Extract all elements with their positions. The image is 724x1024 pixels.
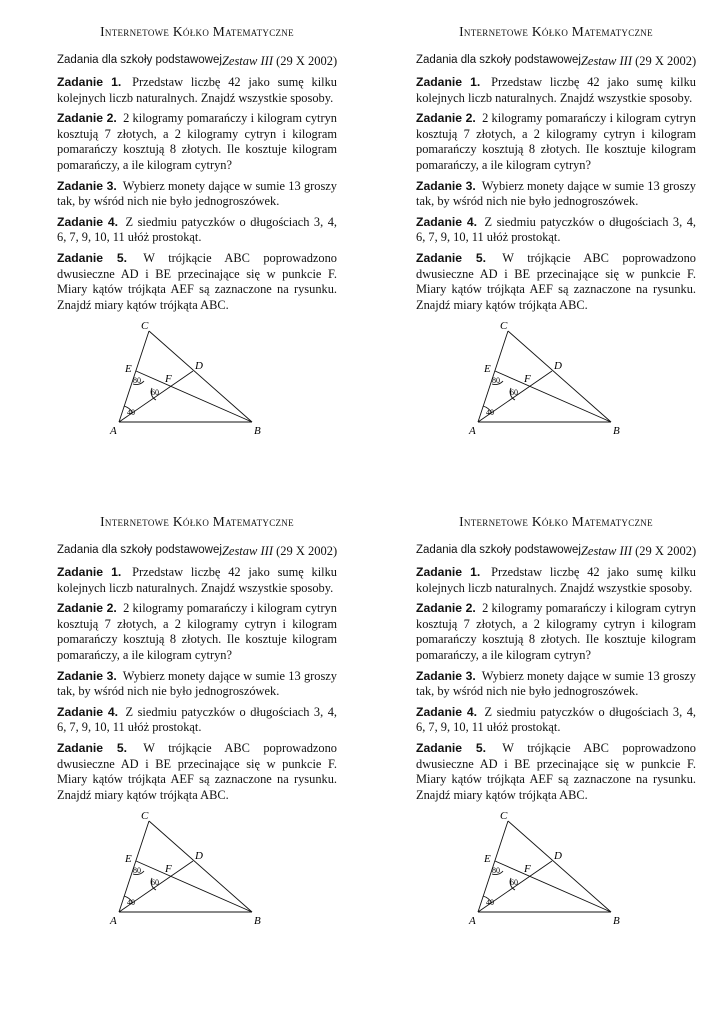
set-date: (29 X 2002) bbox=[276, 544, 338, 558]
worksheet-bottom-left bbox=[57, 514, 337, 927]
problem-1 bbox=[57, 75, 337, 106]
problem-1 bbox=[57, 565, 337, 596]
problem-4 bbox=[57, 705, 337, 736]
angle-aef-value: 80 bbox=[133, 376, 141, 386]
problem-title: Zadanie 4. bbox=[416, 214, 478, 229]
problem-2 bbox=[416, 601, 696, 663]
card-title: Internetowe Kółko Matematyczne bbox=[459, 514, 653, 529]
problem-text: Przedstaw liczbę 42 jako sumę kilku kolejnych liczb naturalnych. Znajdź wszystkie sposoby. bbox=[57, 75, 337, 105]
problem-3 bbox=[57, 669, 337, 700]
card-subheader bbox=[57, 544, 337, 559]
triangle-figure bbox=[97, 809, 297, 927]
angle-aef-value: 80 bbox=[492, 376, 500, 386]
point-a-label: A bbox=[469, 915, 476, 928]
problem-title: Zadanie 2. bbox=[57, 601, 117, 616]
worksheet-top-right bbox=[416, 24, 696, 437]
problem-text: Przedstaw liczbę 42 jako sumę kilku kolejnych liczb naturalnych. Znajdź wszystkie sposoby. bbox=[416, 75, 696, 105]
problem-title: Zadanie 3. bbox=[57, 178, 117, 193]
point-c-label: C bbox=[500, 810, 508, 823]
card-title: Internetowe Kółko Matematyczne bbox=[100, 24, 294, 39]
point-b-label: B bbox=[613, 915, 620, 928]
set-label: Zestaw III bbox=[221, 54, 273, 68]
point-a-label: A bbox=[469, 425, 476, 438]
triangle-figure bbox=[456, 809, 656, 927]
problem-text: Z siedmiu patyczków o długościach 3, 4, 6, 7, 9, 10, 11 ułóż prostokąt. bbox=[57, 214, 337, 245]
point-e-label: E bbox=[484, 853, 491, 866]
set-info bbox=[222, 54, 337, 69]
point-b-label: B bbox=[613, 425, 620, 438]
card-subheader bbox=[416, 544, 696, 559]
problem-title: Zadanie 5. bbox=[57, 740, 127, 755]
triangle-figure bbox=[97, 319, 297, 437]
angle-afe-value: 60 bbox=[151, 388, 159, 398]
problem-text: W trójkącie ABC poprowadzono dwusieczne AD i BE przecinające się w punkcie F. Miary kątów trójkąta AEF są zaznaczone na rysunku. Znajdź miary kątów trójkąta ABC. bbox=[57, 250, 337, 312]
problem-title: Zadanie 3. bbox=[57, 668, 117, 683]
problem-title: Zadanie 5. bbox=[416, 250, 486, 265]
problem-title: Zadanie 2. bbox=[416, 111, 476, 126]
set-info bbox=[581, 54, 696, 69]
problem-4 bbox=[416, 705, 696, 736]
problem-text: W trójkącie ABC poprowadzono dwusieczne AD i BE przecinające się w punkcie F. Miary kątów trójkąta AEF są zaznaczone na rysunku. Znajdź miary kątów trójkąta ABC. bbox=[57, 740, 337, 802]
problem-title: Zadanie 2. bbox=[416, 601, 476, 616]
problem-title: Zadanie 1. bbox=[416, 565, 481, 579]
problem-5 bbox=[57, 251, 337, 313]
problem-text: 2 kilogramy pomarańczy i kilogram cytryn kosztują 7 złotych, a 2 kilogramy cytryn i kilogram pomarańczy kosztują 8 złotych. Ile kosztuje kilogram pomarańczy, a ile kilogram cytryn? bbox=[416, 601, 696, 662]
angle-eaf-value: 40 bbox=[486, 898, 494, 908]
card-subheader bbox=[416, 54, 696, 69]
problem-text: Wybierz monety dające w sumie 13 groszy tak, by wśród nich nie było jednogroszówek. bbox=[57, 178, 337, 209]
card-subheader bbox=[57, 54, 337, 69]
point-a-label: A bbox=[110, 915, 117, 928]
problem-text: Przedstaw liczbę 42 jako sumę kilku kolejnych liczb naturalnych. Znajdź wszystkie sposoby. bbox=[57, 565, 337, 595]
set-label: Zestaw III bbox=[580, 54, 632, 68]
problem-3 bbox=[416, 669, 696, 700]
school-level: Zadania dla szkoły podstawowej bbox=[416, 544, 581, 556]
triangle-figure bbox=[456, 319, 656, 437]
problem-title: Zadanie 3. bbox=[416, 178, 476, 193]
point-f-label: F bbox=[524, 373, 531, 386]
point-d-label: D bbox=[195, 850, 203, 863]
problem-title: Zadanie 1. bbox=[57, 75, 122, 89]
worksheet-bottom-right bbox=[416, 514, 696, 927]
point-e-label: E bbox=[484, 363, 491, 376]
point-f-label: F bbox=[524, 863, 531, 876]
problem-text: 2 kilogramy pomarańczy i kilogram cytryn kosztują 7 złotych, a 2 kilogramy cytryn i kilogram pomarańczy kosztują 8 złotych. Ile kosztuje kilogram pomarańczy, a ile kilogram cytryn? bbox=[57, 601, 337, 662]
point-e-label: E bbox=[125, 853, 132, 866]
point-d-label: D bbox=[554, 360, 562, 373]
problem-text: W trójkącie ABC poprowadzono dwusieczne AD i BE przecinające się w punkcie F. Miary kątów trójkąta AEF są zaznaczone na rysunku. Znajdź miary kątów trójkąta ABC. bbox=[416, 740, 696, 802]
set-info bbox=[581, 544, 696, 559]
angle-eaf-value: 40 bbox=[127, 898, 135, 908]
problem-title: Zadanie 4. bbox=[57, 214, 119, 229]
angle-afe-value: 60 bbox=[151, 878, 159, 888]
card-title: Internetowe Kółko Matematyczne bbox=[459, 24, 653, 39]
problem-text: W trójkącie ABC poprowadzono dwusieczne AD i BE przecinające się w punkcie F. Miary kątów trójkąta AEF są zaznaczone na rysunku. Znajdź miary kątów trójkąta ABC. bbox=[416, 250, 696, 312]
set-info bbox=[222, 544, 337, 559]
point-f-label: F bbox=[165, 863, 172, 876]
angle-aef-value: 80 bbox=[492, 866, 500, 876]
problem-5 bbox=[57, 741, 337, 803]
problem-text: Wybierz monety dające w sumie 13 groszy tak, by wśród nich nie było jednogroszówek. bbox=[416, 668, 696, 699]
problem-4 bbox=[416, 215, 696, 246]
set-date: (29 X 2002) bbox=[635, 54, 697, 68]
school-level: Zadania dla szkoły podstawowej bbox=[416, 54, 581, 66]
problem-title: Zadanie 5. bbox=[57, 250, 127, 265]
problem-2 bbox=[416, 111, 696, 173]
problem-2 bbox=[57, 601, 337, 663]
problem-3 bbox=[57, 179, 337, 210]
angle-afe-value: 60 bbox=[510, 388, 518, 398]
point-b-label: B bbox=[254, 425, 261, 438]
problem-title: Zadanie 4. bbox=[416, 704, 478, 719]
problem-2 bbox=[57, 111, 337, 173]
problem-text: Z siedmiu patyczków o długościach 3, 4, 6, 7, 9, 10, 11 ułóż prostokąt. bbox=[416, 704, 696, 735]
problem-1 bbox=[416, 565, 696, 596]
problem-text: 2 kilogramy pomarańczy i kilogram cytryn kosztują 7 złotych, a 2 kilogramy cytryn i kilogram pomarańczy kosztują 8 złotych. Ile kosztuje kilogram pomarańczy, a ile kilogram cytryn? bbox=[416, 111, 696, 172]
problem-title: Zadanie 1. bbox=[416, 75, 481, 89]
angle-eaf-value: 40 bbox=[486, 408, 494, 418]
point-b-label: B bbox=[254, 915, 261, 928]
problem-title: Zadanie 1. bbox=[57, 565, 122, 579]
point-f-label: F bbox=[165, 373, 172, 386]
worksheet-top-left bbox=[57, 24, 337, 437]
problem-3 bbox=[416, 179, 696, 210]
problem-title: Zadanie 2. bbox=[57, 111, 117, 126]
set-date: (29 X 2002) bbox=[276, 54, 338, 68]
angle-eaf-value: 40 bbox=[127, 408, 135, 418]
point-a-label: A bbox=[110, 425, 117, 438]
school-level: Zadania dla szkoły podstawowej bbox=[57, 544, 222, 556]
point-c-label: C bbox=[141, 810, 149, 823]
point-d-label: D bbox=[195, 360, 203, 373]
point-d-label: D bbox=[554, 850, 562, 863]
card-title: Internetowe Kółko Matematyczne bbox=[100, 514, 294, 529]
problem-4 bbox=[57, 215, 337, 246]
problem-5 bbox=[416, 741, 696, 803]
problem-1 bbox=[416, 75, 696, 106]
point-c-label: C bbox=[500, 320, 508, 333]
set-label: Zestaw III bbox=[221, 544, 273, 558]
problem-title: Zadanie 3. bbox=[416, 668, 476, 683]
problem-text: Wybierz monety dające w sumie 13 groszy tak, by wśród nich nie było jednogroszówek. bbox=[416, 178, 696, 209]
point-e-label: E bbox=[125, 363, 132, 376]
problem-5 bbox=[416, 251, 696, 313]
problem-text: Przedstaw liczbę 42 jako sumę kilku kolejnych liczb naturalnych. Znajdź wszystkie sposoby. bbox=[416, 565, 696, 595]
set-date: (29 X 2002) bbox=[635, 544, 697, 558]
problem-title: Zadanie 4. bbox=[57, 704, 119, 719]
set-label: Zestaw III bbox=[580, 544, 632, 558]
problem-text: Wybierz monety dające w sumie 13 groszy tak, by wśród nich nie było jednogroszówek. bbox=[57, 668, 337, 699]
problem-text: Z siedmiu patyczków o długościach 3, 4, 6, 7, 9, 10, 11 ułóż prostokąt. bbox=[416, 214, 696, 245]
problem-text: 2 kilogramy pomarańczy i kilogram cytryn kosztują 7 złotych, a 2 kilogramy cytryn i kilogram pomarańczy kosztują 8 złotych. Ile kosztuje kilogram pomarańczy, a ile kilogram cytryn? bbox=[57, 111, 337, 172]
school-level: Zadania dla szkoły podstawowej bbox=[57, 54, 222, 66]
angle-aef-value: 80 bbox=[133, 866, 141, 876]
angle-afe-value: 60 bbox=[510, 878, 518, 888]
point-c-label: C bbox=[141, 320, 149, 333]
problem-title: Zadanie 5. bbox=[416, 740, 486, 755]
problem-text: Z siedmiu patyczków o długościach 3, 4, 6, 7, 9, 10, 11 ułóż prostokąt. bbox=[57, 704, 337, 735]
